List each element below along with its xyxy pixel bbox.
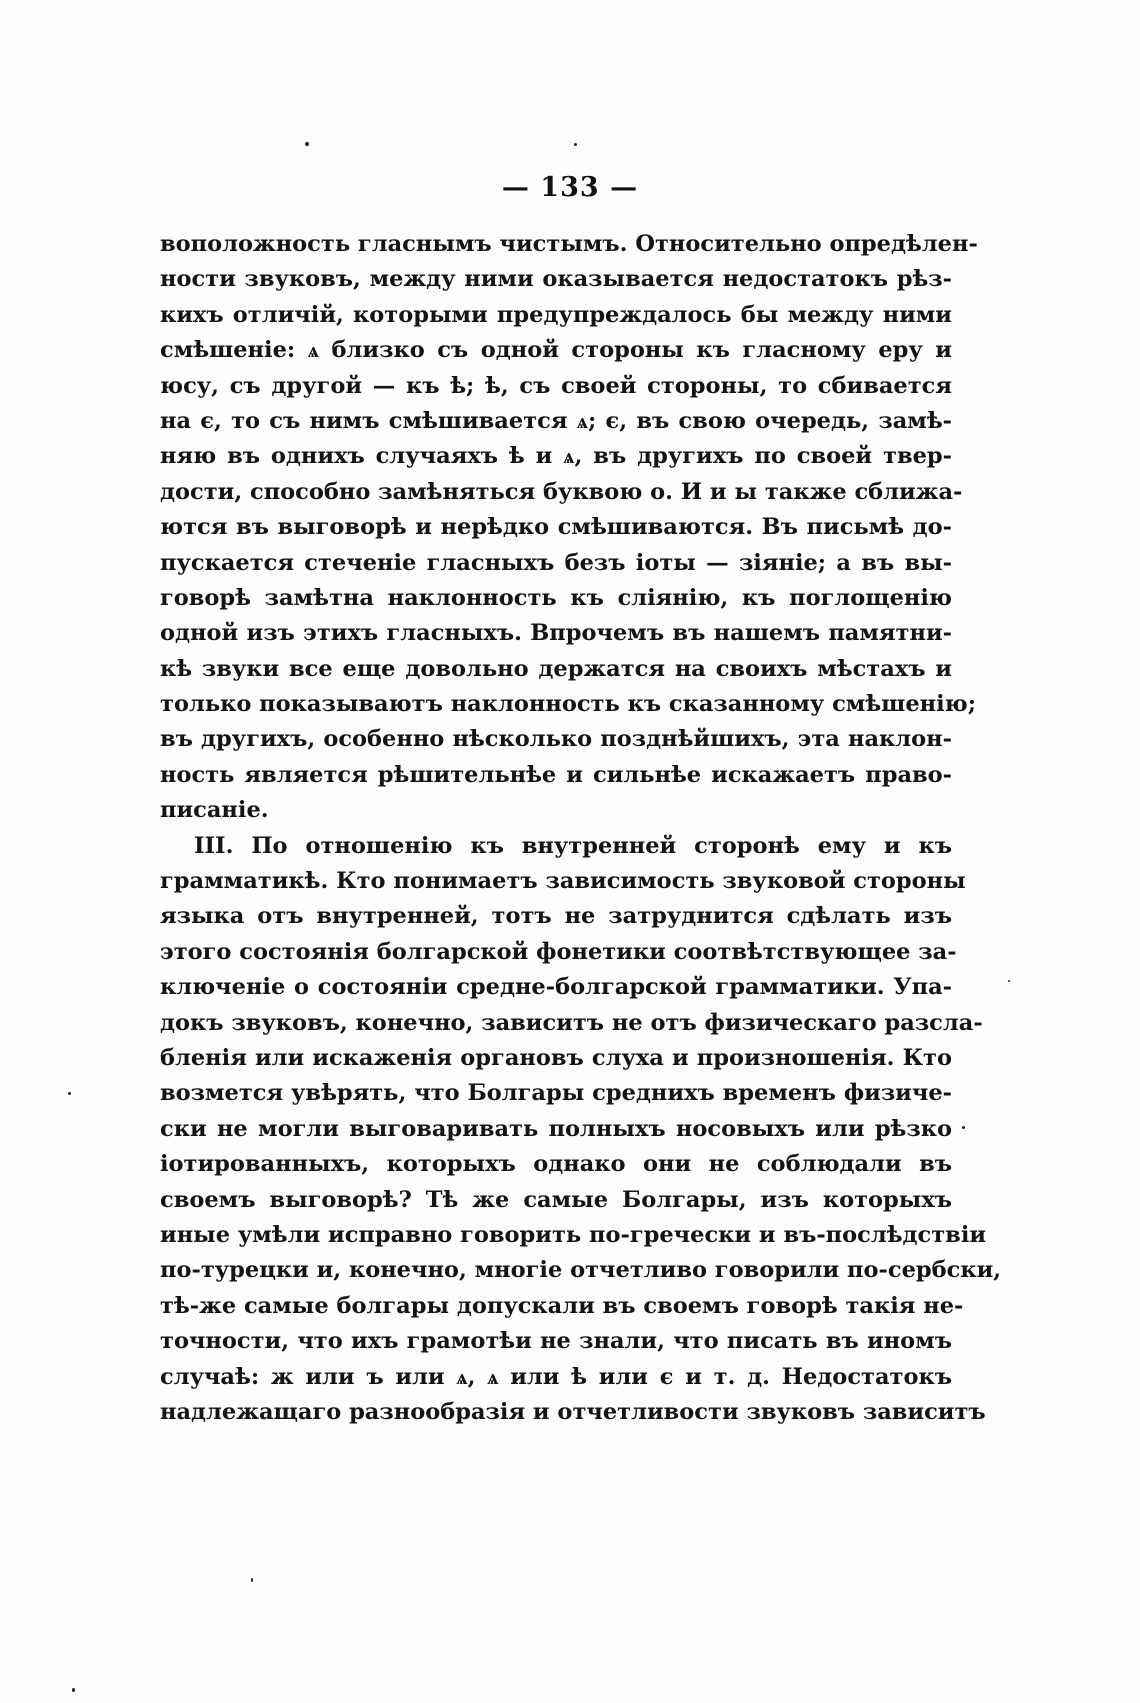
section-heading-line: III. По отношенію къ внутренней сторонѣ ему и къ bbox=[194, 832, 952, 859]
scan-speck bbox=[574, 143, 577, 146]
text-line: смѣшеніе: ѧ близко съ одной стороны къ гласному еру и bbox=[160, 337, 952, 364]
text-line: докъ звуковъ, конечно, зависитъ не отъ физическаго разсла- bbox=[160, 1009, 983, 1036]
scan-speck bbox=[72, 1688, 75, 1692]
text-line: иные умѣли исправно говорить по-гречески и въ-послѣдствіи bbox=[160, 1221, 987, 1248]
text-line: дости, способно замѣняться буквою о. И и ы также сближа- bbox=[160, 478, 963, 505]
text-line: пускается стеченіе гласныхъ безъ іоты — зіяніе; а въ вы- bbox=[160, 549, 952, 576]
text-line: въ другихъ, особенно нѣсколько позднѣйшихъ, эта наклон- bbox=[160, 726, 952, 753]
paragraph-end-line: писаніе. bbox=[160, 797, 269, 824]
text-line: ность является рѣшительнѣе и сильнѣе искажаетъ право- bbox=[160, 761, 952, 788]
page-number: — 133 — bbox=[501, 172, 639, 203]
text-line: говорѣ замѣтна наклонность къ сліянію, къ поглощенію bbox=[160, 584, 952, 611]
text-line: одной изъ этихъ гласныхъ. Впрочемъ въ нашемъ памятни- bbox=[160, 620, 952, 647]
text-line: надлежащаго разнообразія и отчетливости звуковъ зависитъ bbox=[160, 1398, 986, 1425]
scan-speck bbox=[68, 1092, 71, 1095]
text-line: по-турецки и, конечно, многіе отчетливо говорили по-сербски, bbox=[160, 1257, 1002, 1284]
text-line: возмется увѣрять, что Болгары среднихъ временъ физиче- bbox=[160, 1080, 952, 1107]
text-line: ключеніе о состояніи средне-болгарской грамматики. Упа- bbox=[160, 974, 952, 1001]
text-line: ски не могли выговаривать полныхъ носовыхъ или рѣзко bbox=[160, 1115, 952, 1142]
text-line: тѣ-же самые болгары допускали въ своемъ говорѣ такія не- bbox=[160, 1292, 964, 1319]
text-line: точности, что ихъ грамотѣи не знали, что писать въ иномъ bbox=[160, 1328, 952, 1355]
text-line: іотированныхъ, которыхъ однако они не соблюдали въ bbox=[160, 1151, 952, 1178]
text-line: ются въ выговорѣ и нерѣдко смѣшиваются. Въ письмѣ до- bbox=[160, 514, 952, 541]
scan-speck bbox=[962, 1126, 965, 1129]
text-line: только показываютъ наклонность къ сказанному смѣшенію; bbox=[160, 691, 977, 718]
text-line: случаѣ: ж или ъ или ѧ, ѧ или ѣ или є и т. д. Недостатокъ bbox=[160, 1363, 952, 1390]
text-line: юсу, съ другой — къ ѣ; ѣ, съ своей стороны, то сбивается bbox=[160, 372, 952, 399]
text-line: языка отъ внутренней, тотъ не затруднится сдѣлать изъ bbox=[160, 903, 952, 930]
text-line: бленія или искаженія органовъ слуха и произношенія. Кто bbox=[160, 1044, 952, 1071]
body-text bbox=[160, 227, 1002, 1430]
text-line: кѣ звуки все еще довольно держатся на своихъ мѣстахъ и bbox=[160, 655, 952, 682]
text-line: на є, то съ нимъ смѣшивается ѧ; є, въ свою очередь, замѣ- bbox=[160, 407, 952, 434]
scan-speck bbox=[251, 1578, 253, 1582]
scan-speck bbox=[1008, 980, 1010, 982]
text-line: ности звуковъ, между ними оказывается недостатокъ рѣз- bbox=[160, 266, 952, 293]
text-line: кихъ отличій, которыми предупреждалось бы между ними bbox=[160, 301, 952, 328]
text-line: няю въ однихъ случаяхъ ѣ и ѧ, въ другихъ по своей твер- bbox=[160, 443, 952, 470]
text-line: грамматикѣ. Кто понимаетъ зависимость звуковой стороны bbox=[160, 868, 966, 895]
text-line: воположность гласнымъ чистымъ. Относительно опредѣлен- bbox=[160, 231, 978, 257]
text-line: своемъ выговорѣ? Тѣ же самые Болгары, изъ которыхъ bbox=[160, 1186, 952, 1213]
text-line: этого состоянія болгарской фонетики соотвѣтствующее за- bbox=[160, 938, 957, 965]
scan-speck bbox=[305, 142, 309, 146]
